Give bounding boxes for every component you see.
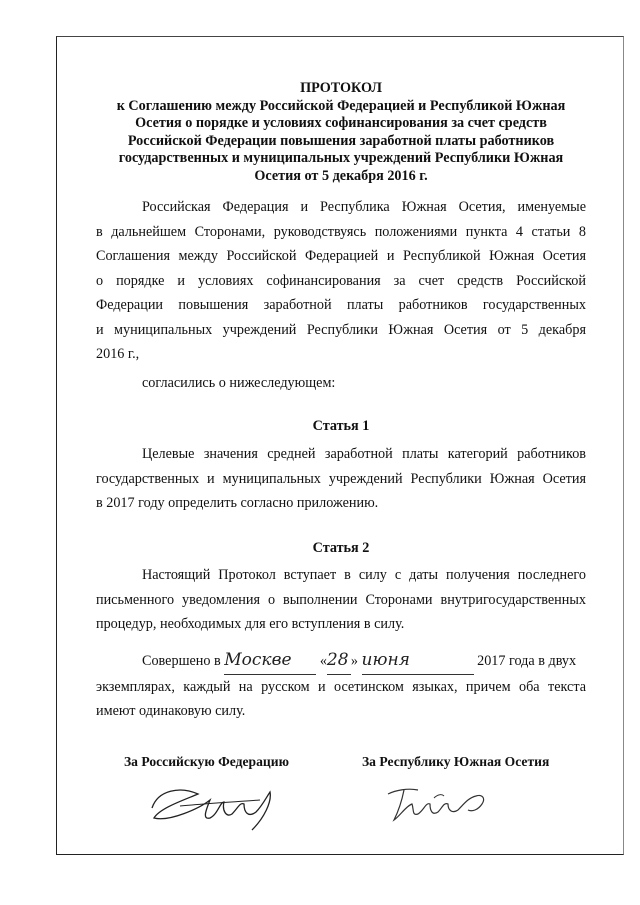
preamble-line: Соглашения между Российской Федерацией и Республикой Южная Осетия <box>96 248 586 264</box>
title-line: государственных и муниципальных учреждений Республики Южная <box>118 150 564 167</box>
quote-close: » <box>350 653 358 669</box>
day-field <box>327 648 351 675</box>
preamble-line: в дальнейшем Сторонами, руководствуясь положениями пункта 4 статьи 8 <box>96 223 586 240</box>
title-line: ПРОТОКОЛ <box>300 80 382 96</box>
month-field <box>362 648 474 675</box>
article-1-heading: Статья 1 <box>312 418 370 434</box>
title-line: к Соглашению между Российской Федерацией и Республикой Южная <box>116 97 566 114</box>
signature-south-ossetia <box>382 780 502 830</box>
preamble-line: о порядке и условиях софинансирования за счет средств Российской <box>96 272 586 289</box>
article-1-paragraph <box>96 442 586 516</box>
quote-open: « <box>319 653 327 669</box>
article-2-paragraph <box>96 563 586 637</box>
article-2-line: Настоящий Протокол вступает в силу с даты получения последнего <box>142 567 586 583</box>
done-first-line <box>96 648 586 675</box>
preamble-paragraph <box>96 195 586 367</box>
title-line: Осетия о порядке и условиях софинансирования за счет средств <box>135 115 547 132</box>
done-suffix: 2017 года в двух <box>477 653 577 669</box>
day-handwritten: 28 <box>326 650 349 670</box>
signature-russia <box>140 778 290 838</box>
place-handwritten: Москве <box>224 650 292 670</box>
done-paragraph <box>96 648 586 724</box>
preamble-line: 2016 г., <box>96 346 140 362</box>
done-line: имеют одинаковую силу. <box>96 703 246 719</box>
title-line: Осетия от 5 декабря 2016 г. <box>254 167 428 184</box>
done-prefix: Совершено в <box>142 653 221 669</box>
document-title <box>96 80 586 186</box>
agreed-line: согласились о нижеследующем: <box>142 375 336 391</box>
article-2-heading: Статья 2 <box>312 540 370 556</box>
signature-label-russia: За Российскую Федерацию <box>124 754 289 769</box>
signature-label-south-ossetia: За Республику Южная Осетия <box>362 754 550 769</box>
preamble-line: Российская Федерация и Республика Южная Осетия, именуемые <box>142 199 586 215</box>
article-2-line: письменного уведомления о выполнении Сторонами внутригосударственных <box>96 591 586 608</box>
article-2-line: процедур, необходимых для его вступления в силу. <box>96 616 405 632</box>
article-1-line: государственных и муниципальных учреждений Республики Южная Осетия <box>96 470 586 487</box>
article-1-line: Целевые значения средней заработной платы категорий работников <box>142 446 586 462</box>
article-1-line: в 2017 году определить согласно приложению. <box>96 495 379 511</box>
place-field <box>224 648 316 675</box>
done-line: экземплярах, каждый на русском и осетинском языках, причем оба текста <box>96 678 586 695</box>
preamble-line: и муниципальных учреждений Республики Южная Осетия от 5 декабря <box>96 321 586 338</box>
month-handwritten: июня <box>361 650 410 670</box>
title-line: Российской Федерации повышения заработной платы работников <box>127 132 555 149</box>
preamble-line: Федерации повышения заработной платы работников государственных <box>96 297 586 313</box>
